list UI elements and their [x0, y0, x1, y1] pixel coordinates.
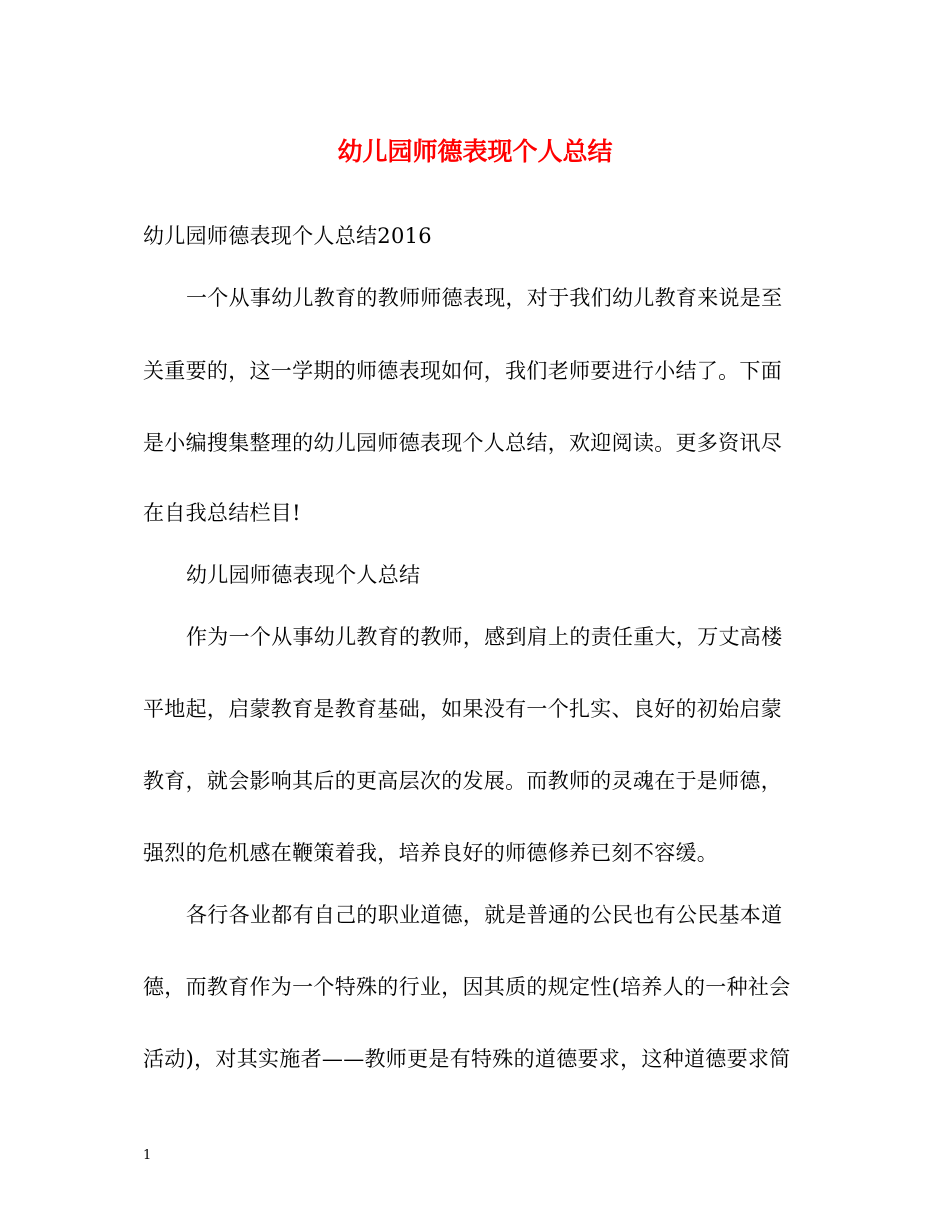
page-number: 1: [143, 1148, 152, 1163]
paragraph-line: 作为一个从事幼儿教育的教师，感到肩上的责任重大，万丈高楼: [186, 625, 783, 649]
paragraph-line: 强烈的危机感在鞭策着我，培养良好的师德修养已刻不容缓。: [143, 841, 719, 865]
paragraph-line: 是小编搜集整理的幼儿园师德表现个人总结，欢迎阅读。更多资讯尽: [143, 431, 782, 455]
document-title: 幼儿园师德表现个人总结: [337, 137, 613, 166]
paragraph-line: 活动)，对其实施者——教师更是有特殊的道德要求，这种道德要求简: [143, 1047, 791, 1071]
paragraph-line: 教育，就会影响其后的更高层次的发展。而教师的灵魂在于是师德，: [143, 769, 782, 793]
paragraph-line: 关重要的，这一学期的师德表现如何，我们老师要进行小结了。下面: [143, 359, 782, 383]
paragraph-line: 德，而教育作为一个特殊的行业，因其质的规定性(培养人的一种社会: [143, 975, 791, 999]
paragraph-line: 平地起，启蒙教育是教育基础，如果没有一个扎实、良好的初始启蒙: [143, 697, 782, 721]
paragraph-line: 各行各业都有自己的职业道德，就是普通的公民也有公民基本道: [186, 903, 783, 927]
subtitle-line: 幼儿园师德表现个人总结2016: [143, 224, 432, 248]
section-heading: 幼儿园师德表现个人总结: [186, 563, 421, 587]
paragraph-line: 一个从事幼儿教育的教师师德表现，对于我们幼儿教育来说是至: [186, 286, 783, 310]
paragraph-line: 在自我总结栏目!: [143, 501, 301, 525]
